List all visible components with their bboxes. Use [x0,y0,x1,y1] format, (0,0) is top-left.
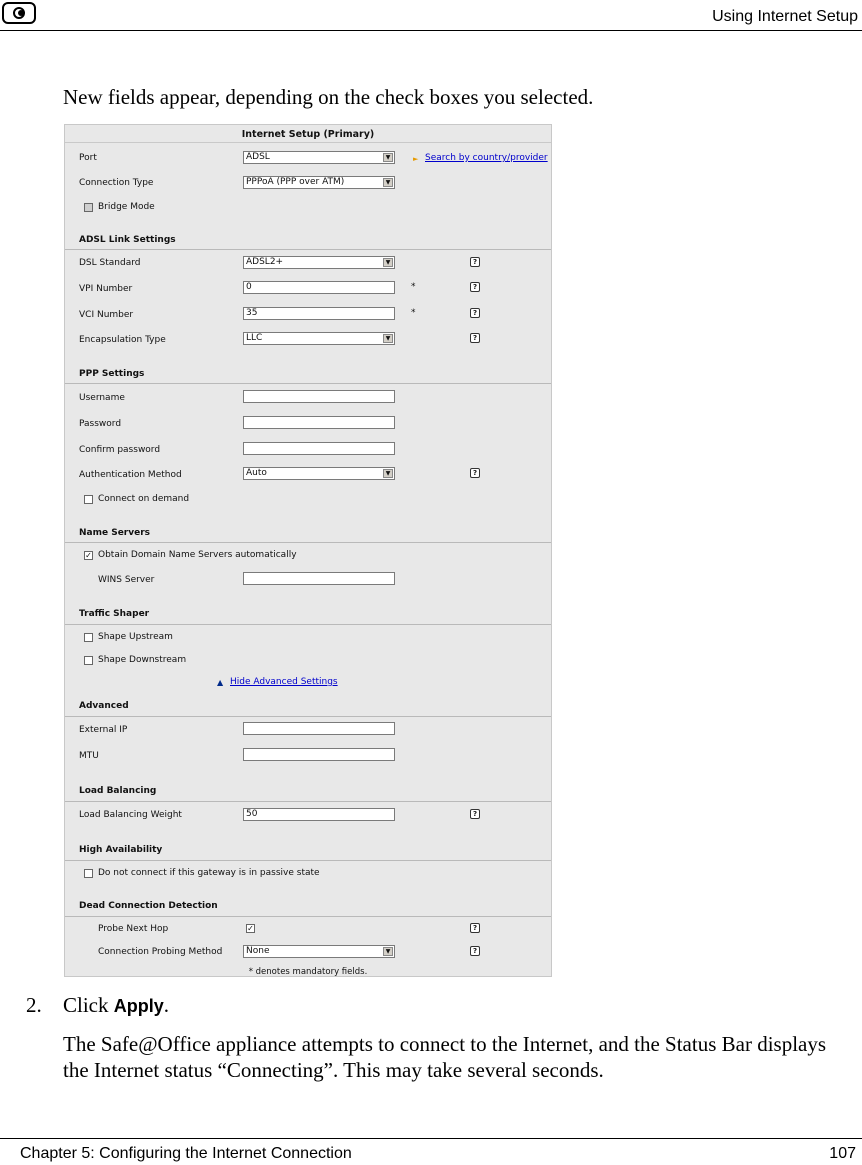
triangle-up-icon: ▲ [217,678,224,687]
divider [65,624,551,625]
dsl-standard-select[interactable] [243,256,395,269]
shape-upstream-label: Shape Upstream [98,632,173,642]
probing-method-label: Connection Probing Method [98,947,223,957]
footer-rule [0,1138,862,1139]
chevron-down-icon: ▼ [383,334,393,343]
page-number: 107 [829,1145,856,1162]
chevron-down-icon: ▼ [383,178,393,187]
connection-type-label: Connection Type [79,178,154,188]
help-icon[interactable]: ? [470,257,480,267]
mandatory-mark: * [411,308,416,318]
chevron-down-icon: ▼ [383,153,393,162]
probe-next-hop-checkbox[interactable]: ✓ [247,924,254,933]
panel-title: Internet Setup (Primary) [241,129,375,140]
section-load-balancing: Load Balancing [79,786,157,796]
product-logo [2,2,36,24]
body-paragraph: The Safe@Office appliance attempts to connect to the Internet, and the Status Bar displays the Internet status “Connecting”. This may take several seconds. [63,1032,827,1082]
connection-type-value: PPPoA (PPP over ATM) [246,177,345,187]
connect-on-demand-checkbox[interactable] [84,495,93,504]
section-advanced: Advanced [79,701,129,711]
mandatory-footnote: * denotes mandatory fields. [248,967,368,977]
mtu-input[interactable] [243,748,395,761]
auth-method-label: Authentication Method [79,470,182,480]
obtain-dns-checkbox[interactable]: ✓ [85,551,92,560]
chevron-down-icon: ▼ [383,469,393,478]
header-rule [0,30,862,31]
internet-setup-panel [64,124,552,977]
section-traffic-shaper: Traffic Shaper [79,609,150,619]
section-dead-connection: Dead Connection Detection [79,901,218,911]
divider [65,142,551,143]
encapsulation-value: LLC [246,333,263,343]
logo-dot [18,10,24,16]
external-ip-input[interactable] [243,722,395,735]
shape-downstream-checkbox[interactable] [84,656,93,665]
confirm-password-label: Confirm password [79,445,161,455]
probe-next-hop-label: Probe Next Hop [98,924,169,934]
bridge-mode-label: Bridge Mode [98,202,155,212]
chapter-title: Chapter 5: Configuring the Internet Connection [20,1145,352,1162]
port-select[interactable] [243,151,395,164]
divider [65,383,551,384]
intro-text: New fields appear, depending on the check boxes you selected. [63,85,594,109]
step-number: 2. [26,993,42,1017]
dsl-standard-value: ADSL2+ [246,257,284,267]
divider [65,716,551,717]
apply-keyword: Apply [113,996,164,1016]
auth-method-value: Auto [246,468,267,478]
auth-method-select[interactable] [243,467,395,480]
divider [65,249,551,250]
port-value: ADSL [246,152,270,162]
divider [65,542,551,543]
confirm-password-input[interactable] [243,442,395,455]
username-label: Username [79,393,125,403]
divider [65,860,551,861]
load-balancing-weight-input[interactable]: 50 [243,808,395,821]
section-adsl: ADSL Link Settings [79,235,176,245]
encapsulation-select[interactable] [243,332,395,345]
search-by-country-link[interactable]: Search by country/provider [425,153,548,163]
passive-state-label: Do not connect if this gateway is in passive state [98,868,320,878]
bridge-mode-checkbox[interactable] [84,203,93,212]
section-ppp: PPP Settings [79,369,145,379]
connection-type-select[interactable] [243,176,395,189]
vci-label: VCI Number [79,310,134,320]
wins-server-input[interactable] [243,572,395,585]
section-high-availability: High Availability [79,845,163,855]
section-name-servers: Name Servers [79,528,151,538]
chevron-down-icon: ▼ [383,947,393,956]
step-suffix: . [163,993,170,1017]
help-icon[interactable]: ? [470,282,480,292]
mtu-label: MTU [79,751,99,761]
passive-state-checkbox[interactable] [84,869,93,878]
encapsulation-label: Encapsulation Type [79,335,166,345]
password-input[interactable] [243,416,395,429]
username-input[interactable] [243,390,395,403]
port-label: Port [79,153,97,163]
dsl-standard-label: DSL Standard [79,258,141,268]
hide-advanced-settings-link[interactable]: Hide Advanced Settings [230,677,338,687]
help-icon[interactable]: ? [470,946,480,956]
running-header: Using Internet Setup [712,8,858,25]
probing-method-value: None [246,946,270,956]
help-icon[interactable]: ? [470,468,480,478]
help-icon[interactable]: ? [470,923,480,933]
external-ip-label: External IP [79,725,128,735]
divider [65,801,551,802]
shape-downstream-label: Shape Downstream [98,655,187,665]
help-icon[interactable]: ? [470,809,480,819]
vpi-input[interactable]: 0 [243,281,395,294]
help-icon[interactable]: ? [470,308,480,318]
connect-on-demand-label: Connect on demand [98,494,190,504]
obtain-dns-label: Obtain Domain Name Servers automatically [98,550,297,560]
shape-upstream-checkbox[interactable] [84,633,93,642]
step-2 [26,993,169,1018]
divider [65,916,551,917]
step-prefix: Click [63,993,114,1017]
arrow-right-icon: ► [413,155,419,163]
chevron-down-icon: ▼ [383,258,393,267]
vpi-label: VPI Number [79,284,133,294]
password-label: Password [79,419,122,429]
vci-input[interactable]: 35 [243,307,395,320]
mandatory-mark: * [411,282,416,292]
probing-method-select[interactable] [243,945,395,958]
load-balancing-weight-label: Load Balancing Weight [79,810,182,820]
wins-server-label: WINS Server [98,575,155,585]
help-icon[interactable]: ? [470,333,480,343]
